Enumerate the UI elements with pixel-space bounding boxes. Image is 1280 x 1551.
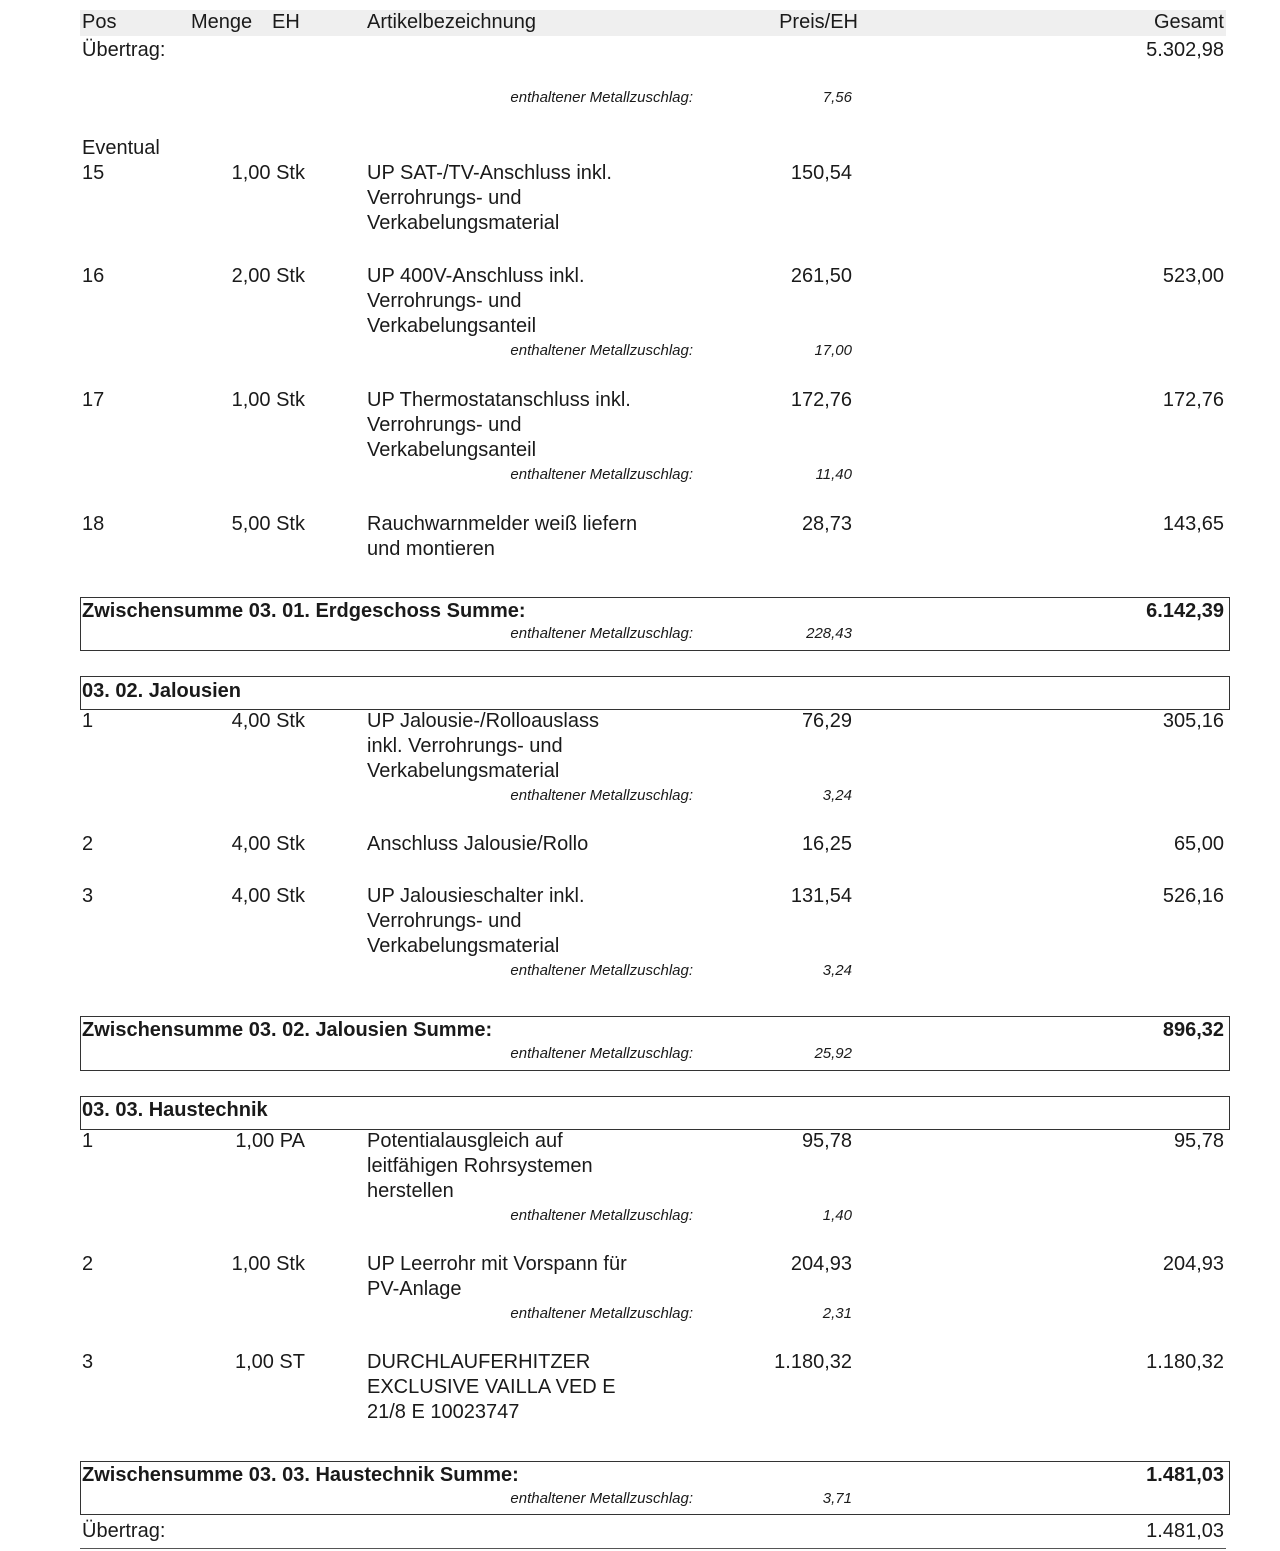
section-title: 03. 02. Jalousien — [82, 680, 241, 702]
surcharge-label: enthaltener Metallzuschlag: — [510, 787, 693, 804]
carry-over-label: Übertrag: — [82, 1520, 166, 1542]
subtotal-value: 1.481,03 — [1146, 1464, 1224, 1486]
carry-over-value: 1.481,03 — [1146, 1520, 1224, 1542]
item-pos: 16 — [82, 265, 105, 287]
item-total: 143,65 — [1162, 513, 1224, 535]
item-total: 526,16 — [1162, 885, 1224, 907]
bottom-divider — [80, 1548, 1226, 1549]
item-quantity: 1,00 PA — [235, 1130, 305, 1152]
item-description-line: Potentialausgleich auf — [367, 1130, 563, 1152]
item-description-line: und montieren — [367, 538, 495, 560]
eventual-label: Eventual — [82, 137, 160, 159]
item-description-line: Verrohrungs- und — [367, 290, 522, 312]
col-header-pos: Pos — [82, 11, 117, 33]
item-pos: 18 — [82, 513, 105, 535]
item-unit-price: 131,54 — [790, 885, 852, 907]
item-quantity: 4,00 Stk — [231, 710, 305, 732]
subtotal-value: 6.142,39 — [1146, 600, 1224, 622]
item-total: 172,76 — [1162, 389, 1224, 411]
item-description-line: UP 400V-Anschluss inkl. — [367, 265, 585, 287]
item-unit-price: 76,29 — [801, 710, 852, 732]
col-header-eh: EH — [272, 11, 300, 33]
item-description-line: Anschluss Jalousie/Rollo — [367, 833, 589, 855]
item-quantity: 4,00 Stk — [231, 833, 305, 855]
surcharge-label: enthaltener Metallzuschlag: — [510, 962, 693, 979]
section-title: 03. 03. Haustechnik — [82, 1099, 268, 1121]
item-unit-price: 172,76 — [790, 389, 852, 411]
surcharge-label: enthaltener Metallzuschlag: — [510, 1305, 693, 1322]
surcharge-value: 228,43 — [806, 625, 852, 642]
item-quantity: 2,00 Stk — [231, 265, 305, 287]
item-quantity: 1,00 Stk — [231, 389, 305, 411]
item-unit-price: 204,93 — [790, 1253, 852, 1275]
subtotal-value: 896,32 — [1162, 1019, 1224, 1041]
surcharge-value: 7,56 — [822, 89, 852, 106]
item-description-line: EXCLUSIVE VAILLA VED E — [367, 1376, 616, 1398]
item-quantity: 1,00 Stk — [231, 162, 305, 184]
item-unit-price: 150,54 — [790, 162, 852, 184]
item-description-line: inkl. Verrohrungs- und — [367, 735, 563, 757]
surcharge-label: enthaltener Metallzuschlag: — [510, 1490, 693, 1507]
item-quantity: 1,00 Stk — [231, 1253, 305, 1275]
item-description-line: DURCHLAUFERHITZER — [367, 1351, 591, 1373]
subtotal-label: Zwischensumme 03. 02. Jalousien Summe: — [82, 1019, 493, 1041]
item-unit-price: 261,50 — [790, 265, 852, 287]
surcharge-label: enthaltener Metallzuschlag: — [510, 625, 693, 642]
item-description-line: Verrohrungs- und — [367, 910, 522, 932]
item-description-line: leitfähigen Rohrsystemen — [367, 1155, 593, 1177]
item-description-line: Verrohrungs- und — [367, 414, 522, 436]
item-pos: 1 — [82, 710, 94, 732]
item-quantity: 5,00 Stk — [231, 513, 305, 535]
col-header-artikel: Artikelbezeichnung — [367, 11, 536, 33]
surcharge-value: 3,24 — [822, 962, 852, 979]
item-description-line: Verkabelungsmaterial — [367, 935, 560, 957]
surcharge-label: enthaltener Metallzuschlag: — [510, 89, 693, 106]
surcharge-value: 11,40 — [815, 466, 852, 483]
item-total: 1.180,32 — [1146, 1351, 1224, 1373]
item-description-line: Verkabelungsanteil — [367, 439, 537, 461]
surcharge-label: enthaltener Metallzuschlag: — [510, 1045, 693, 1062]
item-description-line: herstellen — [367, 1180, 454, 1202]
item-unit-price: 16,25 — [801, 833, 852, 855]
item-description-line: UP SAT-/TV-Anschluss inkl. — [367, 162, 612, 184]
surcharge-label: enthaltener Metallzuschlag: — [510, 1207, 693, 1224]
item-description-line: 21/8 E 10023747 — [367, 1401, 520, 1423]
item-pos: 3 — [82, 1351, 94, 1373]
surcharge-value: 17,00 — [814, 342, 852, 359]
item-pos: 2 — [82, 1253, 94, 1275]
carry-over-label: Übertrag: — [82, 39, 166, 61]
item-description-line: UP Jalousieschalter inkl. — [367, 885, 585, 907]
surcharge-value: 3,24 — [822, 787, 852, 804]
carry-over-value: 5.302,98 — [1146, 39, 1224, 61]
item-pos: 3 — [82, 885, 94, 907]
item-unit-price: 1.180,32 — [774, 1351, 852, 1373]
item-total: 523,00 — [1162, 265, 1224, 287]
item-unit-price: 28,73 — [801, 513, 852, 535]
item-description-line: UP Leerrohr mit Vorspann für — [367, 1253, 627, 1275]
section-box-jalousien — [80, 676, 1230, 710]
surcharge-value: 2,31 — [822, 1305, 852, 1322]
item-description-line: UP Jalousie-/Rolloauslass — [367, 710, 599, 732]
item-pos: 17 — [82, 389, 105, 411]
item-pos: 1 — [82, 1130, 94, 1152]
subtotal-label: Zwischensumme 03. 03. Haustechnik Summe: — [82, 1464, 519, 1486]
item-description-line: Verkabelungsmaterial — [367, 760, 560, 782]
item-total: 204,93 — [1162, 1253, 1224, 1275]
item-description-line: PV-Anlage — [367, 1278, 462, 1300]
item-description-line: Rauchwarnmelder weiß liefern — [367, 513, 638, 535]
item-quantity: 1,00 ST — [234, 1351, 305, 1373]
surcharge-value: 3,71 — [822, 1490, 852, 1507]
item-quantity: 4,00 Stk — [231, 885, 305, 907]
item-pos: 2 — [82, 833, 94, 855]
item-unit-price: 95,78 — [801, 1130, 852, 1152]
surcharge-value: 25,92 — [814, 1045, 852, 1062]
item-total: 95,78 — [1173, 1130, 1224, 1152]
item-pos: 15 — [82, 162, 105, 184]
item-description-line: Verkabelungsmaterial — [367, 212, 560, 234]
item-description-line: UP Thermostatanschluss inkl. — [367, 389, 631, 411]
surcharge-label: enthaltener Metallzuschlag: — [510, 466, 693, 483]
col-header-menge: Menge — [191, 11, 253, 33]
item-total: 65,00 — [1173, 833, 1224, 855]
item-description-line: Verrohrungs- und — [367, 187, 522, 209]
surcharge-label: enthaltener Metallzuschlag: — [510, 342, 693, 359]
subtotal-label: Zwischensumme 03. 01. Erdgeschoss Summe: — [82, 600, 526, 622]
item-total: 305,16 — [1162, 710, 1224, 732]
col-header-preis: Preis/EH — [779, 11, 858, 33]
item-description-line: Verkabelungsanteil — [367, 315, 537, 337]
col-header-gesamt: Gesamt — [1153, 11, 1224, 33]
surcharge-value: 1,40 — [822, 1207, 852, 1224]
